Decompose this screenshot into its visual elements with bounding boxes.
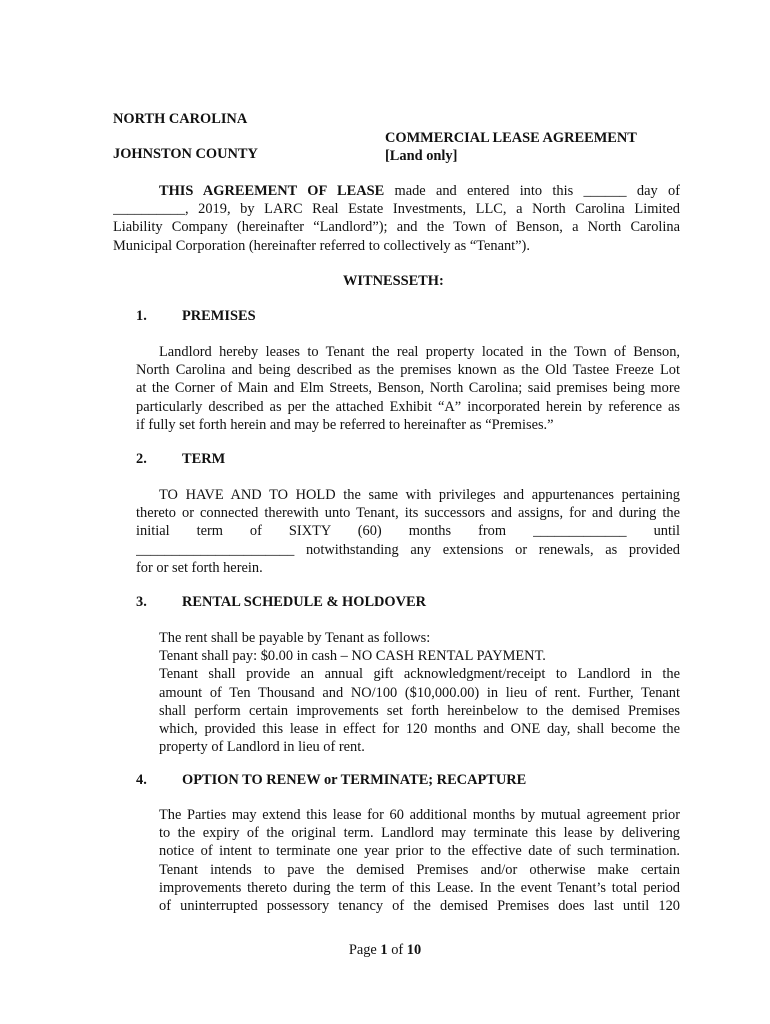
- section-number: 4.: [136, 772, 147, 788]
- section-title: TERM: [182, 451, 226, 467]
- document-title: COMMERCIAL LEASE AGREEMENT: [385, 130, 637, 146]
- body-line: Landlord hereby leases to Tenant the real property located in the Town of Benson,: [159, 344, 680, 360]
- body-line: The rent shall be payable by Tenant as follows:: [159, 630, 431, 646]
- section-number: 2.: [136, 451, 147, 467]
- section-4-body: [159, 807, 680, 916]
- body-line: to the expiry of the original term. Landlord may terminate this lease by delivering: [159, 825, 680, 842]
- page-total: 10: [406, 942, 422, 958]
- body-line: ______________________ notwithstanding any extensions or renewals, as provided: [136, 541, 680, 558]
- section-number: 1.: [136, 308, 147, 324]
- body-line: improvements thereto during the term of this Lease. In the event Tenant’s total period: [159, 879, 680, 896]
- body-line: amount of Ten Thousand and NO/100 ($10,000.00) in lieu of rent. Further, Tenant: [159, 684, 680, 701]
- body-line: notice of intent to terminate one year prior to the effective date of such termination.: [159, 843, 680, 860]
- body-line: North Carolina and being described as the premises known as the Old Tastee Freeze Lot: [136, 362, 680, 379]
- body-line: if fully set forth herein and may be referred to hereinafter as “Premises.”: [136, 416, 554, 433]
- intro-line-4: Municipal Corporation (hereinafter referred to collectively as “Tenant”).: [113, 237, 530, 254]
- body-line: TO HAVE AND TO HOLD the same with privileges and appurtenances pertaining: [159, 487, 680, 503]
- body-line: The Parties may extend this lease for 60 additional months by mutual agreement prior: [159, 807, 680, 823]
- document-subtitle: [Land only]: [385, 148, 458, 164]
- page-footer: [0, 942, 770, 959]
- body-line: initial term of SIXTY (60) months from _____________ until: [136, 523, 680, 540]
- body-line: which, provided this lease in effect for 120 months and ONE day, shall become the: [159, 720, 680, 737]
- intro-line-2: __________, 2019, by LARC Real Estate Investments, LLC, a North Carolina Limited: [113, 201, 680, 218]
- section-title: OPTION TO RENEW or TERMINATE; RECAPTURE: [182, 772, 527, 788]
- body-line: Tenant shall pay: $0.00 in cash – NO CASH RENTAL PAYMENT.: [159, 648, 546, 665]
- intro-line-1: made and entered into this ______ day of: [384, 183, 680, 199]
- section-1-body: [136, 344, 680, 435]
- body-line: thereto or connected therewith unto Tenant, its successors and assigns, for and during the: [136, 505, 680, 522]
- body-line: shall perform certain improvements set forth hereinbelow to the demised Premises: [159, 702, 680, 719]
- body-line: Tenant intends to pave the demised Premises and/or otherwise make certain: [159, 861, 680, 878]
- section-3-body: [159, 630, 680, 757]
- body-line: at the Corner of Main and Elm Streets, Benson, North Carolina; said premises being more: [136, 380, 680, 397]
- intro-line-3: Liability Company (hereinafter “Landlord”); and the Town of Benson, a North Carolina: [113, 219, 680, 236]
- body-line: for or set forth herein.: [136, 559, 263, 576]
- section-2-body: [136, 487, 680, 578]
- section-title: PREMISES: [182, 308, 256, 324]
- state-heading: NORTH CAROLINA: [113, 111, 248, 127]
- page-current: 1: [380, 942, 388, 958]
- section-number: 3.: [136, 594, 147, 610]
- page-of: of: [387, 942, 407, 958]
- intro-paragraph: [113, 183, 680, 256]
- section-title: RENTAL SCHEDULE & HOLDOVER: [182, 594, 427, 610]
- intro-lead: THIS AGREEMENT OF LEASE: [159, 183, 385, 199]
- body-line: Tenant shall provide an annual gift acknowledgment/receipt to Landlord in the: [159, 666, 680, 683]
- body-line: particularly described as per the attached Exhibit “A” incorporated herein by reference as: [136, 398, 680, 415]
- witnesseth-heading: WITNESSETH:: [343, 273, 444, 289]
- body-line: property of Landlord in lieu of rent.: [159, 739, 365, 756]
- county-heading: JOHNSTON COUNTY: [113, 146, 258, 162]
- page-label: Page: [348, 942, 381, 958]
- body-line: of uninterrupted possessory tenancy of the demised Premises does last until 120: [159, 897, 680, 914]
